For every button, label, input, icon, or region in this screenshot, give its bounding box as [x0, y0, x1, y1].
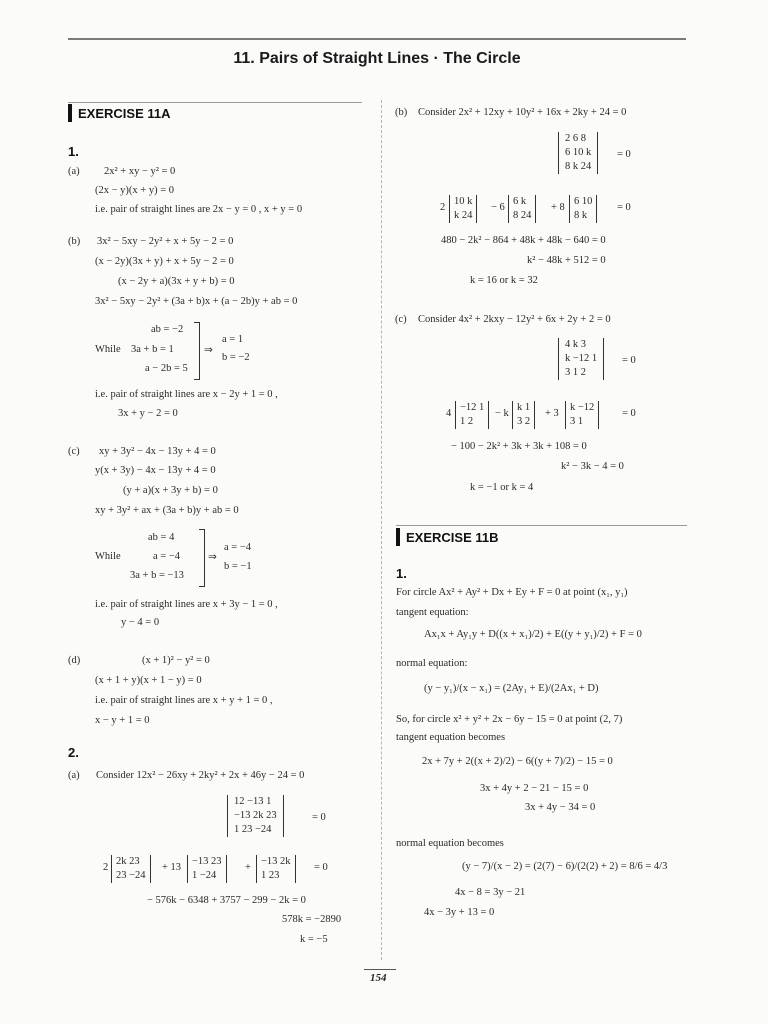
matrix-row: −12 1 — [460, 402, 485, 413]
math-line: 3x + y − 2 = 0 — [118, 408, 178, 419]
determinant-2x2 — [508, 195, 536, 223]
matrix-row: k 1 — [517, 402, 531, 413]
brace — [199, 529, 205, 587]
part-label: (b) — [68, 236, 81, 247]
text-line: For circle Ax² + Ay² + Dx + Ey + F = 0 at point (x₁, y₁) — [396, 587, 628, 598]
equals-zero: = 0 — [622, 355, 636, 366]
matrix-row: 12 −13 1 — [234, 796, 272, 807]
matrix-row: 8 k 24 — [565, 161, 592, 172]
matrix-row: 1 23 −24 — [234, 824, 272, 835]
matrix-row: 6 10 k — [565, 147, 592, 158]
page-number-rule — [364, 969, 396, 970]
top-rule — [68, 38, 686, 40]
text-line: i.e. pair of straight lines are x + y + 1 = 0 , — [95, 695, 273, 706]
brace — [194, 322, 200, 380]
math-line: xy + 3y² + ax + (3a + b)y + ab = 0 — [95, 505, 239, 516]
operator: − 6 — [491, 202, 505, 213]
determinant-2x2 — [187, 855, 227, 883]
part-label: (a) — [68, 166, 80, 177]
exercise-rule — [396, 525, 687, 526]
math-line: 4x − 3y + 13 = 0 — [424, 907, 495, 918]
determinant-2x2 — [569, 195, 597, 223]
math-line: − 100 − 2k² + 3k + 3k + 108 = 0 — [451, 441, 587, 452]
math-line: y − 4 = 0 — [121, 617, 160, 628]
text-line: i.e. pair of straight lines are x + 3y − 1 = 0 , — [95, 599, 278, 610]
matrix-row: 1 −24 — [192, 870, 217, 881]
text-line: tangent equation: — [396, 607, 469, 618]
page-title: 11. Pairs of Straight Lines · The Circle — [233, 50, 521, 67]
matrix-row: k −12 1 — [565, 353, 598, 364]
math-line: k² − 3k − 4 = 0 — [561, 461, 624, 472]
while-label: While — [95, 551, 121, 562]
operator: + 8 — [551, 202, 565, 213]
exercise-rule — [68, 102, 362, 103]
implies-arrow: ⇒ — [208, 552, 217, 563]
matrix-row: 8 24 — [513, 210, 532, 221]
part-label: (d) — [68, 655, 81, 666]
math-line: (y − 7)/(x − 2) = (2(7) − 6)/(2(2) + 2) = 8/6 = 4/3 — [462, 861, 668, 872]
implies-arrow: ⇒ — [204, 345, 213, 356]
math-line: (x + 1)² − y² = 0 — [142, 655, 210, 666]
math-line: 2x + 7y + 2((x + 2)/2) − 6((y + 7)/2) − 15 = 0 — [422, 756, 613, 767]
part-label: (c) — [68, 446, 80, 457]
matrix-row: −13 23 — [192, 856, 222, 867]
matrix-row: 10 k — [454, 196, 473, 207]
equals-zero: = 0 — [314, 862, 328, 873]
math-line: y(x + 3y) − 4x − 13y + 4 = 0 — [95, 465, 216, 476]
result: a = −4 — [224, 542, 252, 553]
determinant-2x2 — [449, 195, 477, 223]
determinant-2x2 — [512, 401, 535, 429]
math-line: Consider 12x² − 26xy + 2ky² + 2x + 46y − 24 = 0 — [96, 770, 305, 781]
math-line: k² − 48k + 512 = 0 — [527, 255, 606, 266]
part-label: (b) — [395, 107, 408, 118]
part-label: (c) — [395, 314, 407, 325]
matrix-row: k 24 — [454, 210, 473, 221]
condition: a = −4 — [153, 551, 181, 562]
question-number: 2. — [68, 745, 79, 760]
coefficient: 4 — [446, 408, 452, 419]
matrix-row: −13 2k 23 — [234, 810, 277, 821]
matrix-row: 23 −24 — [116, 870, 146, 881]
matrix-row: 3 2 — [517, 416, 531, 427]
math-line: 3x + 4y + 2 − 21 − 15 = 0 — [480, 783, 589, 794]
text-line: normal equation becomes — [396, 838, 504, 849]
math-line: 3x + 4y − 34 = 0 — [525, 802, 596, 813]
matrix-row: 8 k — [574, 210, 588, 221]
matrix-row: 6 k — [513, 196, 527, 207]
exercise-11a-heading: EXERCISE 11A — [78, 106, 171, 121]
determinant-3x3 — [558, 132, 598, 174]
math-line: (x + 1 + y)(x + 1 − y) = 0 — [95, 675, 202, 686]
text-line: i.e. pair of straight lines are 2x − y = 0 , x + y = 0 — [95, 204, 303, 215]
matrix-row: k −12 — [570, 402, 595, 413]
matrix-row: 6 10 — [574, 196, 593, 207]
operator: + 13 — [162, 862, 182, 873]
matrix-row: 2k 23 — [116, 856, 140, 867]
operator: + 3 — [545, 408, 559, 419]
matrix-row: 3 1 2 — [565, 367, 586, 378]
math-line: (y + a)(x + 3y + b) = 0 — [123, 485, 218, 496]
column-divider — [381, 100, 382, 960]
math-line: 4x − 8 = 3y − 21 — [455, 887, 526, 898]
exercise-marker — [396, 528, 400, 546]
math-line: k = −5 — [300, 934, 328, 945]
condition: 3a + b = 1 — [131, 344, 174, 355]
matrix-row: −13 2k — [261, 856, 291, 867]
page-number: 154 — [370, 972, 387, 984]
math-line: (y − y₁)/(x − x₁) = (2Ay₁ + E)/(2Ax₁ + D) — [424, 683, 599, 694]
condition: ab = 4 — [148, 532, 175, 543]
result: b = −2 — [222, 352, 250, 363]
math-line: xy + 3y² − 4x − 13y + 4 = 0 — [99, 446, 216, 457]
text-line: So, for circle x² + y² + 2x − 6y − 15 = 0 at point (2, 7) — [396, 714, 623, 725]
condition: ab = −2 — [151, 324, 184, 335]
result: b = −1 — [224, 561, 252, 572]
math-line: Consider 2x² + 12xy + 10y² + 16x + 2ky + 24 = 0 — [418, 107, 627, 118]
determinant-3x3 — [558, 338, 604, 380]
math-line: k = 16 or k = 32 — [470, 275, 538, 286]
question-number: 1. — [68, 144, 79, 159]
math-line: Ax₁x + Ay₁y + D((x + x₁)/2) + E((y + y₁)/2) + F = 0 — [424, 629, 642, 640]
math-line: k = −1 or k = 4 — [470, 482, 534, 493]
determinant-3x3 — [227, 795, 284, 837]
operator: + — [245, 862, 251, 873]
determinant-2x2 — [565, 401, 599, 429]
math-line: 3x² − 5xy − 2y² + (3a + b)x + (a − 2b)y + ab = 0 — [95, 296, 298, 307]
math-line: 578k = −2890 — [282, 914, 342, 925]
math-line: (2x − y)(x + y) = 0 — [95, 185, 175, 196]
matrix-row: 2 6 8 — [565, 133, 586, 144]
math-line: (x − 2y + a)(3x + y + b) = 0 — [118, 276, 235, 287]
text-line: tangent equation becomes — [396, 732, 506, 743]
coefficient: 2 — [103, 862, 109, 873]
exercise-marker — [68, 104, 72, 122]
matrix-row: 4 k 3 — [565, 339, 586, 350]
math-line: 2x² + xy − y² = 0 — [104, 166, 176, 177]
math-line: − 576k − 6348 + 3757 − 299 − 2k = 0 — [147, 895, 306, 906]
equals-zero: = 0 — [617, 149, 631, 160]
text-line: i.e. pair of straight lines are x − 2y + 1 = 0 , — [95, 389, 278, 400]
text-line: normal equation: — [396, 658, 468, 669]
matrix-row: 1 23 — [261, 870, 280, 881]
equals-zero: = 0 — [617, 202, 631, 213]
equals-zero: = 0 — [312, 812, 326, 823]
part-label: (a) — [68, 770, 80, 781]
matrix-row: 1 2 — [460, 416, 474, 427]
math-line: 480 − 2k² − 864 + 48k + 48k − 640 = 0 — [441, 235, 606, 246]
while-label: While — [95, 344, 121, 355]
coefficient: 2 — [440, 202, 446, 213]
exercise-11b-heading: EXERCISE 11B — [406, 530, 499, 545]
condition: 3a + b = −13 — [130, 570, 184, 581]
math-line: x − y + 1 = 0 — [95, 715, 150, 726]
condition: a − 2b = 5 — [145, 363, 188, 374]
determinant-2x2 — [455, 401, 489, 429]
question-number: 1. — [396, 566, 407, 581]
determinant-2x2 — [256, 855, 296, 883]
math-line: 3x² − 5xy − 2y² + x + 5y − 2 = 0 — [97, 236, 234, 247]
math-line: Consider 4x² + 2kxy − 12y² + 6x + 2y + 2 = 0 — [418, 314, 611, 325]
determinant-2x2 — [111, 855, 151, 883]
operator: − k — [495, 408, 509, 419]
equals-zero: = 0 — [622, 408, 636, 419]
result: a = 1 — [222, 334, 244, 345]
matrix-row: 3 1 — [570, 416, 584, 427]
math-line: (x − 2y)(3x + y) + x + 5y − 2 = 0 — [95, 256, 234, 267]
